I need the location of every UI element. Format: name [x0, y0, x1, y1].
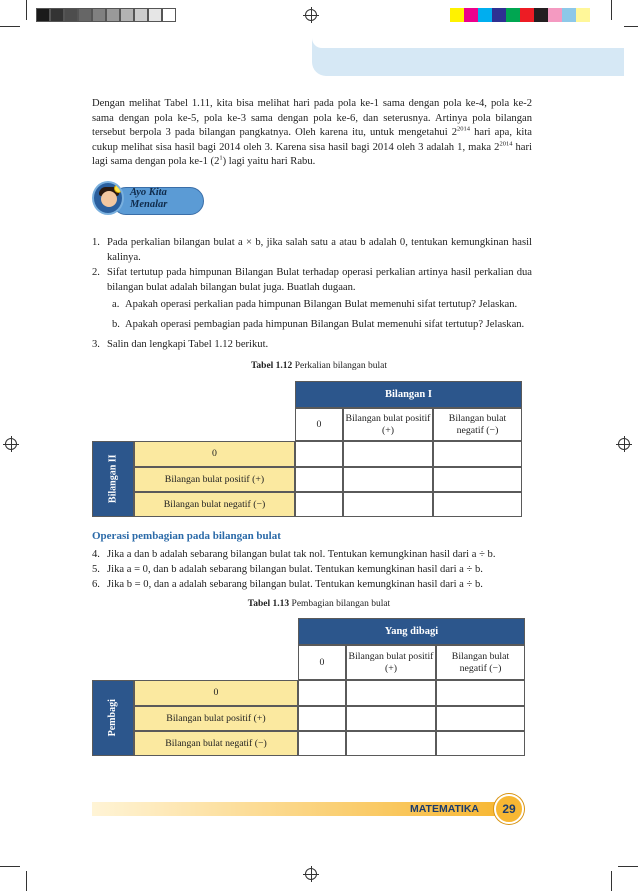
table-cell [298, 731, 346, 756]
lightbulb-icon [114, 184, 123, 193]
row-header: Bilangan bulat negatif (−) [134, 731, 298, 756]
crop-mark [0, 866, 20, 867]
crop-mark [611, 0, 612, 20]
grey-swatch [106, 8, 120, 22]
list-item: 2. Sifat tertutup pada himpunan Bilangan Bulat terhadap operasi perkalian artinya hasil perkalian dua bilangan bulat adalah bilangan bulat juga. Buatlah dugaan. [92, 267, 532, 293]
grey-swatch [36, 8, 50, 22]
color-calibration-bar [450, 8, 590, 22]
grey-swatch [148, 8, 162, 22]
crop-mark [618, 866, 638, 867]
table-cell [295, 492, 343, 517]
table-caption: Tabel 1.12 Perkalian bilangan bulat [250, 361, 388, 371]
color-swatch [520, 8, 534, 22]
sub-list-item: a. Apakah operasi perkalian pada himpunan Bilangan Bulat memenuhi sifat tertutup? Jelaskan. [112, 299, 518, 310]
column-header: Bilangan bulat positif (+) [343, 408, 433, 441]
reasoning-label: Ayo Kita Menalar [130, 187, 168, 210]
grey-swatch [64, 8, 78, 22]
table-cell [436, 731, 525, 756]
column-header: Bilangan bulat positif (+) [346, 645, 436, 680]
page-number: 29 [494, 794, 524, 824]
table-cell [433, 441, 522, 467]
sub-list-item: b. Apakah operasi pembagian pada himpunan Bilangan Bulat memenuhi sifat tertutup? Jelaskan. [112, 319, 525, 330]
crop-mark [611, 871, 612, 891]
table-caption: Tabel 1.13 Pembagian bilangan bulat [247, 599, 391, 609]
list-item: 4. Jika a dan b adalah sebarang bilangan bulat tak nol. Tentukan kemungkinan hasil dari a ÷ b. [92, 549, 496, 560]
table-cell [295, 467, 343, 492]
crop-mark [26, 871, 27, 891]
color-swatch [562, 8, 576, 22]
column-group-header: Yang dibagi [298, 618, 525, 645]
table-cell [343, 441, 433, 467]
table-cell [433, 467, 522, 492]
registration-mark-top [305, 9, 317, 21]
thinking-student-icon [92, 181, 124, 215]
color-swatch [534, 8, 548, 22]
column-header: Bilangan bulat negatif (−) [436, 645, 525, 680]
column-header: Bilangan bulat negatif (−) [433, 408, 522, 441]
table-cell [436, 680, 525, 706]
table-cell [346, 731, 436, 756]
row-header: Bilangan bulat positif (+) [134, 706, 298, 731]
table-cell [346, 706, 436, 731]
intro-paragraph: Dengan melihat Tabel 1.11, kita bisa melihat hari pada pola ke-1 sama dengan pola ke-4, pola ke-2 sama dengan pola ke-5, pola ke-3 sama dengan pola ke-6, dan seterusnya. Artinya pola bilangan tersebut berpola 3 pada bilangan pangkatnya. Oleh karena itu, untuk mengetahui $2^{2014}$ hari apa, kita cukup melihat sisa hasil bagi 2014 oleh 3. Karena sisa hasil bagi 2014 oleh 3 adalah 1, maka $2^{2014}$ hari lagi sama dengan pola ke-1 $(2^1)$ lagi yaitu hari Rabu. [92, 98, 533, 168]
grey-swatch [50, 8, 64, 22]
table-cell [433, 492, 522, 517]
row-header: 0 [134, 680, 298, 706]
row-group-header: Pembagi [92, 680, 134, 756]
grey-swatch [120, 8, 134, 22]
table-cell [295, 441, 343, 467]
table-cell [298, 680, 346, 706]
registration-mark-bottom [305, 868, 317, 880]
color-swatch [478, 8, 492, 22]
row-header: Bilangan bulat positif (+) [134, 467, 295, 492]
color-swatch [548, 8, 562, 22]
list-item: 5. Jika a = 0, dan b adalah sebarang bilangan bulat. Tentukan kemungkinan hasil dari a ÷ b. [92, 564, 483, 575]
crop-mark [0, 26, 20, 27]
grey-swatch [162, 8, 176, 22]
table-cell [343, 492, 433, 517]
grey-calibration-bar [36, 8, 176, 22]
color-swatch [492, 8, 506, 22]
color-swatch [450, 8, 464, 22]
registration-mark-right [618, 438, 630, 450]
grey-swatch [92, 8, 106, 22]
column-header: 0 [295, 408, 343, 441]
grey-swatch [134, 8, 148, 22]
reasoning-badge [92, 181, 204, 215]
row-group-header: Bilangan II [92, 441, 134, 517]
table-cell [346, 680, 436, 706]
list-item: 3. Salin dan lengkapi Tabel 1.12 berikut. [92, 339, 269, 350]
table-cell [298, 706, 346, 731]
list-item: 6. Jika b = 0, dan a adalah sebarang bilangan bulat. Tentukan kemungkinan hasil dari a ÷ b. [92, 579, 483, 590]
row-header: 0 [134, 441, 295, 467]
registration-mark-left [5, 438, 17, 450]
color-swatch [506, 8, 520, 22]
table-cell [436, 706, 525, 731]
book-title: MATEMATIKA [410, 803, 480, 815]
color-swatch [464, 8, 478, 22]
color-swatch [576, 8, 590, 22]
crop-mark [26, 0, 27, 20]
grey-swatch [78, 8, 92, 22]
list-item: 1. Pada perkalian bilangan bulat a × b, jika salah satu a atau b adalah 0, tentukan kemungkinan hasil kalinya. [92, 237, 532, 263]
header-tab [312, 26, 624, 76]
column-header: 0 [298, 645, 346, 680]
row-header: Bilangan bulat negatif (−) [134, 492, 295, 517]
table-cell [343, 467, 433, 492]
column-group-header: Bilangan I [295, 381, 522, 408]
section-title: Operasi pembagian pada bilangan bulat [92, 530, 281, 542]
